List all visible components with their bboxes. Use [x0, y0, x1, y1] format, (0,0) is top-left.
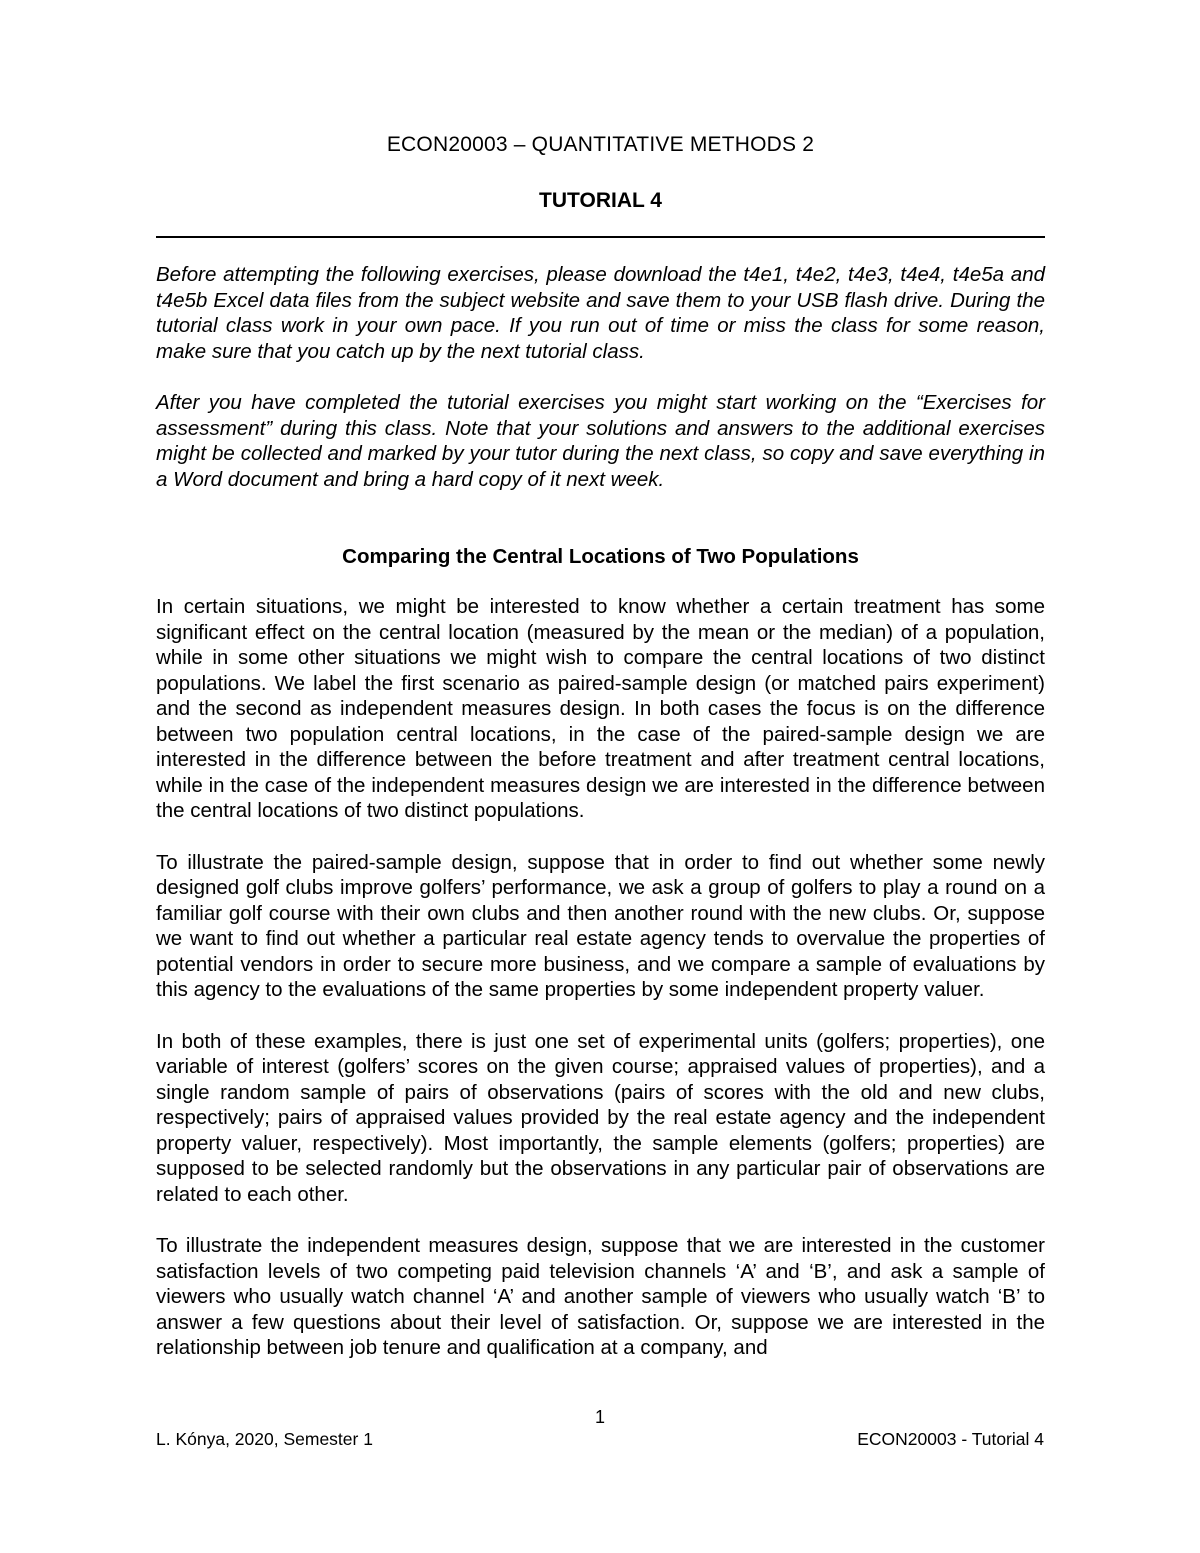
page-content: [156, 130, 1045, 1361]
body-paragraph-1: In certain situations, we might be interested to know whether a certain treatment has some significant effect on the central location (measured by the mean or the median) of a population, while in some other situations we might wish to compare the central locations of two distinct populations. We label the first scenario as paired-sample design (or matched pairs experiment) and the second as independent measures design. In both cases the focus is on the difference between two population central locations, in the case of the paired-sample design we are interested in the difference between the before treatment and after treatment central locations, while in the case of the independent measures design we are interested in the difference between the central locations of two distinct populations.: [156, 595, 1045, 822]
section-heading: Comparing the Central Locations of Two Populations: [342, 545, 859, 568]
body-paragraph-2: To illustrate the paired-sample design, suppose that in order to find out whether some newly designed golf clubs improve golfers’ performance, we ask a group of golfers to play a round on a familiar golf course with their own clubs and then another round with the new clubs. Or, suppose we want to find out whether a particular real estate agency tends to overvalue the properties of potential vendors in order to secure more business, and we compare a sample of evaluations by this agency to the evaluations of the same properties by some independent property valuer.: [156, 850, 1045, 1001]
intro-paragraph-2: After you have completed the tutorial exercises you might start working on the “Exercises for assessment” during this class. Note that your solutions and answers to the additional exercises might be collected and marked by your tutor during the next class, so copy and save everything in a Word document and bring a hard copy of it next week.: [156, 391, 1045, 491]
header-divider: [156, 236, 1045, 238]
footer-document-label: ECON20003 - Tutorial 4: [857, 1429, 1044, 1449]
course-title: ECON20003 – QUANTITATIVE METHODS 2: [386, 133, 815, 156]
tutorial-title: TUTORIAL 4: [539, 189, 662, 212]
body-paragraph-3: In both of these examples, there is just one set of experimental units (golfers; properties), one variable of interest (golfers’ scores on the given course; appraised values of properties), and a single random sample of pairs of observations (pairs of scores with the old and new clubs, respectively; pairs of appraised values provided by the real estate agency and the independent property valuer, respectively). Most importantly, the sample elements (golfers; properties) are supposed to be selected randomly but the observations in any particular pair of observations are related to each other.: [156, 1029, 1045, 1206]
footer-author: L. Kónya, 2020, Semester 1: [156, 1429, 373, 1449]
intro-paragraph-1: Before attempting the following exercises, please download the t4e1, t4e2, t4e3, t4e4, t4e5a and t4e5b Excel data files from the subject website and save them to your USB flash drive. During the tutorial class work in your own pace. If you run out of time or miss the class for some reason, make sure that you catch up by the next tutorial class.: [156, 263, 1045, 363]
body-paragraph-4: To illustrate the independent measures design, suppose that we are interested in the customer satisfaction levels of two competing paid television channels ‘A’ and ‘B’, and ask a sample of viewers who usually watch channel ‘A’ and another sample of viewers who usually watch ‘B’ to answer a few questions about their level of satisfaction. Or, suppose we are interested in the relationship between job tenure and qualification at a company, and: [156, 1234, 1045, 1359]
page-number: 1: [594, 1407, 605, 1427]
